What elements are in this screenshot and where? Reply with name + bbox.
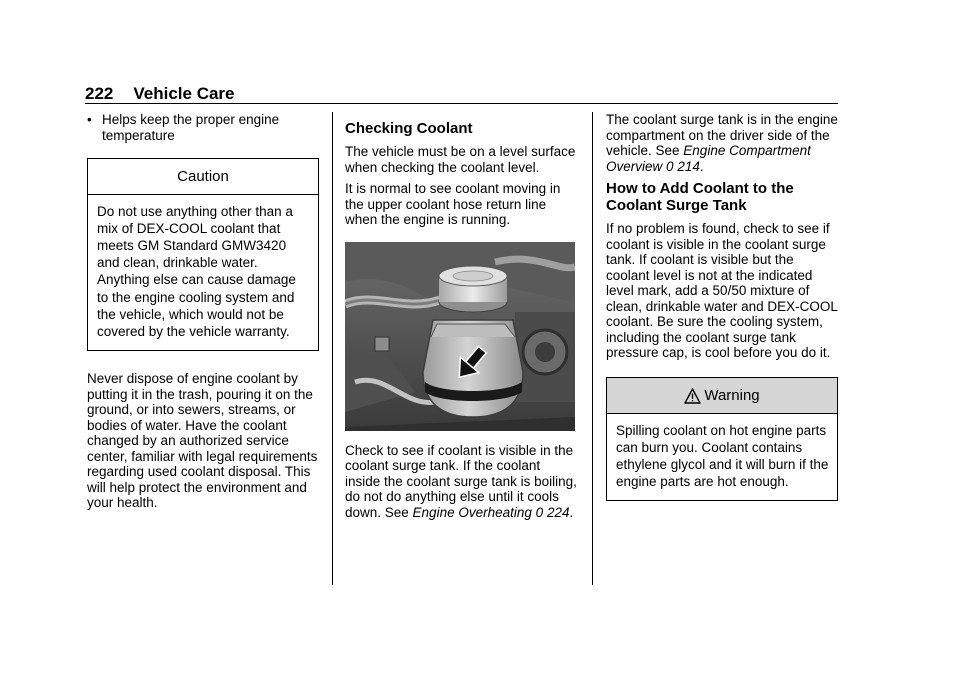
- tank-location-paragraph: [606, 112, 838, 174]
- engine-overheating-ref[interactable]: Engine Overheating: [412, 504, 532, 520]
- caution-box: [87, 158, 319, 351]
- bullet-item: [87, 112, 319, 143]
- disposal-paragraph: Never dispose of engine coolant by putting it in the trash, pouring it on the ground, or into sewers, streams, or bodies of water. Have the coolant changed by an authorized service center, familiar with legal requirements regarding used coolant disposal. This will help protect the environment and your health.: [87, 371, 318, 511]
- section-title: Vehicle Care: [133, 84, 235, 103]
- level-surface-paragraph: The vehicle must be on a level surface when checking the coolant level.: [345, 144, 576, 175]
- sentence-end: .: [699, 158, 704, 174]
- warning-title: Warning: [704, 386, 760, 404]
- check-coolant-paragraph: [345, 443, 579, 521]
- warning-triangle-icon: [684, 388, 701, 404]
- column-divider-2: [592, 112, 593, 585]
- bullet-marker: •: [87, 112, 92, 127]
- column-1: [87, 112, 319, 517]
- page-ref-symbol: 0: [535, 504, 544, 520]
- sentence-end: .: [569, 504, 574, 520]
- warning-header: [607, 378, 837, 414]
- engine-compartment-ref[interactable]: Engine Compartment Overview: [606, 143, 811, 174]
- warning-box: [606, 377, 838, 502]
- warning-body: Spilling coolant on hot engine parts can burn you. Coolant contains ethylene glycol and it will burn if the engine parts are hot enough.: [616, 422, 829, 490]
- page-ref-symbol: 0: [666, 158, 674, 174]
- coolant-moving-paragraph: It is normal to see coolant moving in the upper coolant hose return line when the engine is running.: [345, 181, 561, 227]
- tank-location-text: The coolant surge tank is in the engine compartment on the driver side of the vehicle. See: [606, 112, 838, 158]
- bullet-text: Helps keep the proper engine temperature: [102, 112, 280, 143]
- page-header: [85, 84, 235, 104]
- add-coolant-paragraph: If no problem is found, check to see if coolant is visible in the coolant surge tank. If coolant is visible but the coolant level is not at the indicated level mark, add a 50/50 mixture of clean, drinkable water and DEX-COOL coolant. Be sure the cooling system, including the coolant surge tank pressure cap, is cool before you do it.: [606, 221, 838, 360]
- add-coolant-heading: How to Add Coolant to the Coolant Surge Tank: [606, 180, 794, 214]
- check-coolant-text: Check to see if coolant is visible in the coolant surge tank. If the coolant inside the coolant surge tank is boiling, do not do anything else until it cools down. See: [345, 442, 577, 520]
- checking-coolant-heading: Checking Coolant: [345, 120, 473, 137]
- caution-title: Caution: [88, 159, 318, 195]
- column-divider-1: [332, 112, 333, 585]
- coolant-surge-tank-photo: [345, 242, 575, 431]
- column-2: [345, 112, 579, 526]
- column-3: [606, 112, 838, 521]
- engine-compartment-page[interactable]: 214: [677, 158, 700, 174]
- caution-body: Do not use anything other than a mix of DEX-COOL coolant that meets GM Standard GMW3420 and clean, drinkable water. Anything else can cause damage to the engine cooling system and the vehicle, which would not be covered by the vehicle warranty.: [97, 203, 296, 339]
- page-number: 222: [85, 84, 114, 103]
- header-rule: [85, 103, 838, 104]
- engine-overheating-page[interactable]: 224: [546, 504, 570, 520]
